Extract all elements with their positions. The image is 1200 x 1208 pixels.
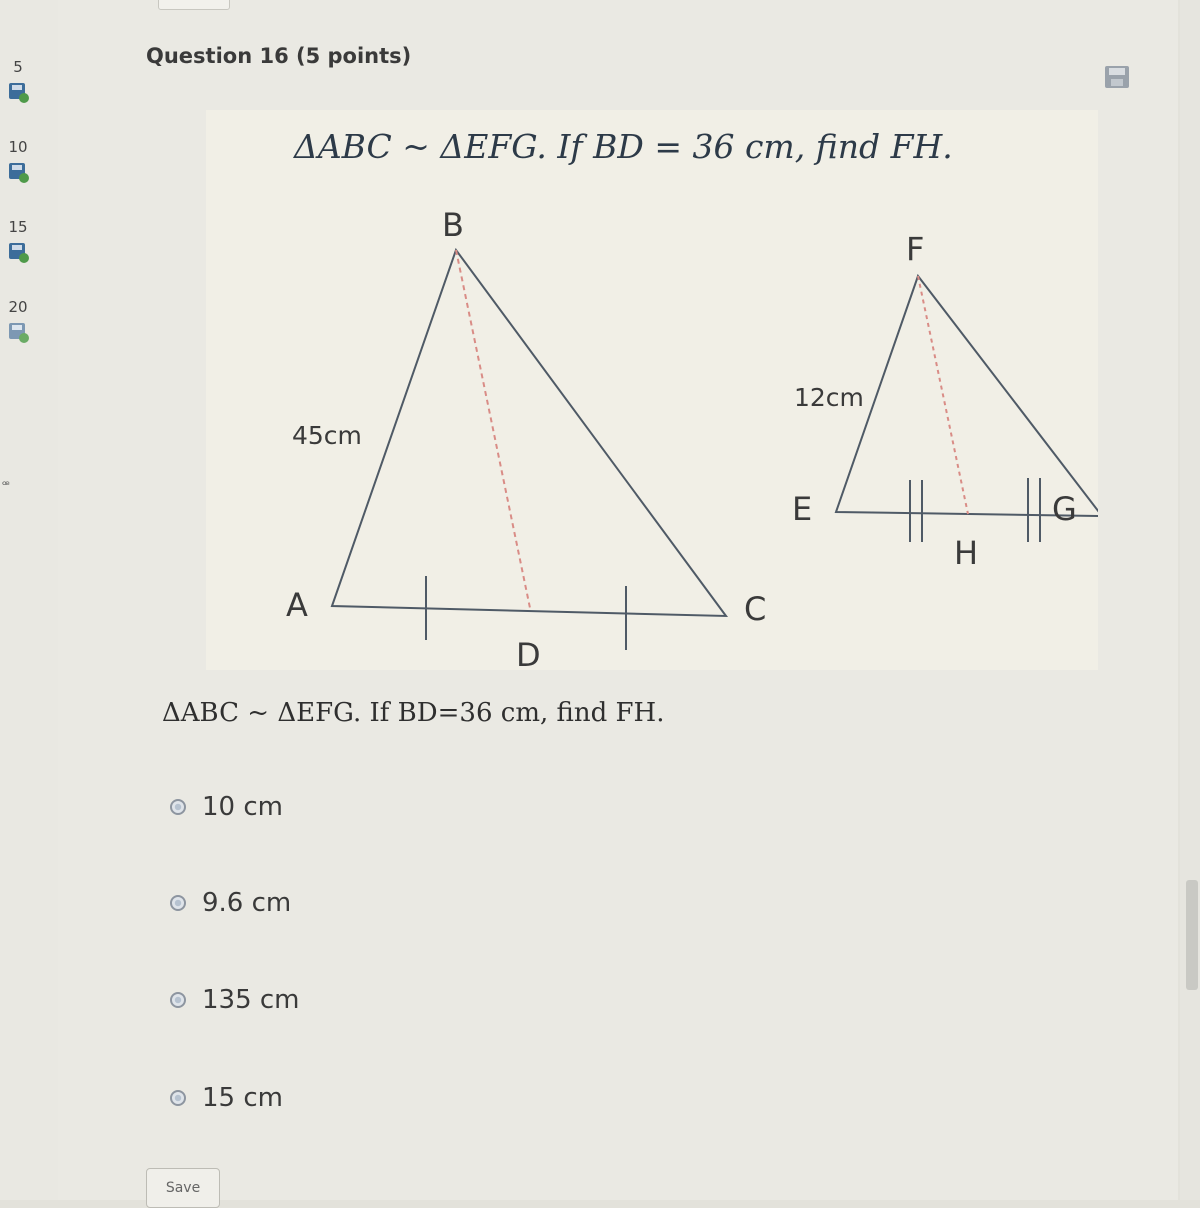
sidebar-item-number: 15 [8,218,28,236]
vertex-label-c: C [744,590,767,628]
sidebar-item-10[interactable] [0,138,40,184]
answer-option[interactable] [170,886,291,920]
collapse-toggle[interactable]: ꟹ [2,478,10,492]
sidebar-item-20[interactable] [0,298,40,344]
vertex-label-a: A [286,586,308,624]
radio-button[interactable] [170,1090,186,1106]
save-button[interactable]: Save [146,1168,220,1208]
sidebar-item-number: 10 [8,138,28,156]
triangle-abc [332,250,726,616]
side-label-ef: 12cm [794,383,864,412]
radio-button[interactable] [170,799,186,815]
sidebar-item-15[interactable] [0,218,40,264]
triangle-efg [836,276,1098,516]
answer-label: 9.6 cm [202,888,292,918]
answer-option[interactable] [170,983,300,1017]
triangle-figure [206,110,1098,670]
question-text: ΔABC ~ ΔEFG. If BD=36 cm, find FH. [162,698,665,728]
sidebar-item-number: 5 [13,58,23,76]
median-fh [918,276,968,514]
top-tab [158,0,230,10]
saved-icon [8,82,30,104]
answer-label: 10 cm [202,792,283,822]
answer-label: 15 cm [202,1083,283,1113]
answer-option[interactable] [170,790,283,824]
saved-icon [8,162,30,184]
vertex-label-b: B [442,206,464,244]
median-bd [456,250,530,608]
question-sidebar [0,0,59,1200]
sidebar-item-5[interactable] [0,58,40,104]
question-content [58,0,1178,1200]
save-icon[interactable] [1104,64,1130,90]
radio-button[interactable] [170,992,186,1008]
saved-icon [8,322,30,344]
vertex-label-g: G [1052,490,1077,528]
saved-icon [8,242,30,264]
radio-button[interactable] [170,895,186,911]
vertex-label-h: H [954,534,979,572]
answer-option[interactable] [170,1081,283,1115]
question-figure [206,110,1098,670]
side-label-ab: 45cm [292,421,362,450]
sidebar-item-number: 20 [8,298,28,316]
figure-equation: ΔABC ~ ΔEFG. If BD = 36 cm, find FH. [294,127,953,166]
question-title: Question 16 (5 points) [146,44,412,68]
scrollbar[interactable] [1180,0,1200,1200]
vertex-label-d: D [516,636,541,670]
vertex-label-f: F [906,230,925,268]
answer-label: 135 cm [202,985,300,1015]
vertex-label-e: E [792,490,813,528]
scrollbar-thumb[interactable] [1186,880,1198,990]
